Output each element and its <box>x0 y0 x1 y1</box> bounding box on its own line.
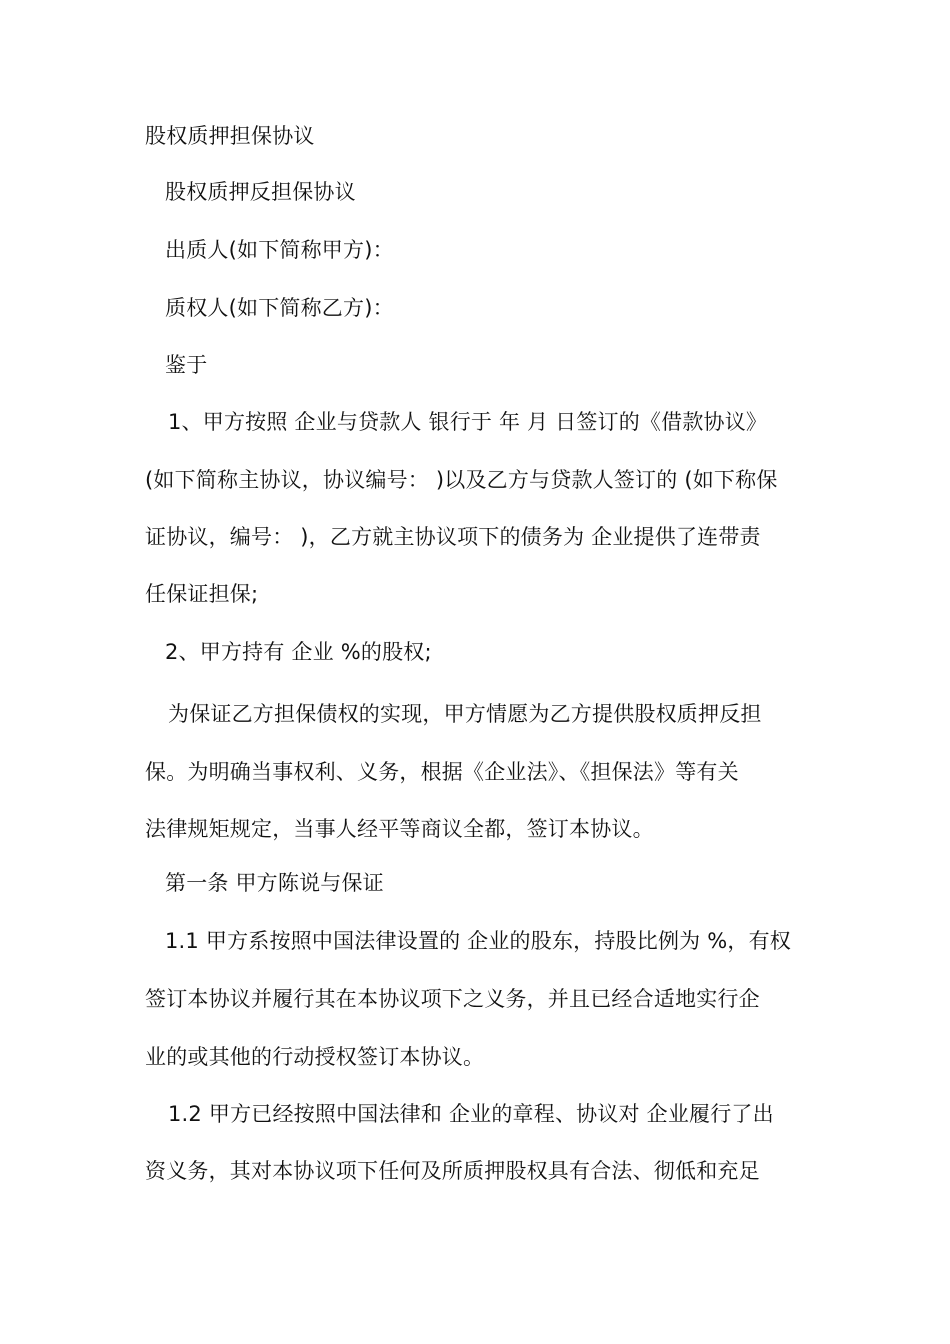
paragraph-line: 1.1 甲方系按照中国法律设置的 企业的股东，持股比例为 %，有权 <box>165 929 791 953</box>
whereas-line: 鉴于 <box>165 353 208 377</box>
pledgee-line: 质权人(如下简称乙方)： <box>165 296 394 320</box>
paragraph-line: (如下简称主协议，协议编号： )以及乙方与贷款人签订的 (如下称保 <box>145 468 778 492</box>
paragraph-line: 任保证担保; <box>145 582 259 606</box>
document-title: 股权质押担保协议 <box>145 124 315 148</box>
paragraph-line: 签订本协议并履行其在本协议项下之义务，并且已经合适地实行企 <box>145 987 760 1011</box>
paragraph-line: 资义务，其对本协议项下任何及所质押股权具有合法、彻低和充足 <box>145 1159 760 1183</box>
agreement-heading: 股权质押反担保协议 <box>165 180 356 204</box>
paragraph-line: 为保证乙方担保债权的实现，甲方情愿为乙方提供股权质押反担 <box>168 702 762 726</box>
pledgor-line: 出质人(如下简称甲方)： <box>165 238 394 262</box>
paragraph-line: 保。为明确当事权利、义务，根据《企业法》、《担保法》等有关 <box>145 760 739 784</box>
paragraph-line: 证协议，编号： )，乙方就主协议项下的债务为 企业提供了连带责 <box>145 525 761 549</box>
paragraph-line: 法律规矩规定，当事人经平等商议全都，签订本协议。 <box>145 817 654 841</box>
paragraph-line: 业的或其他的行动授权签订本协议。 <box>145 1045 485 1069</box>
paragraph-line: 1.2 甲方已经按照中国法律和 企业的章程、协议对 企业履行了出 <box>168 1102 774 1126</box>
article-heading: 第一条 甲方陈说与保证 <box>165 871 384 895</box>
paragraph-line: 2、甲方持有 企业 %的股权; <box>165 640 432 664</box>
paragraph-line: 1、甲方按照 企业与贷款人 银行于 年 月 日签订的《借款协议》 <box>168 410 768 434</box>
